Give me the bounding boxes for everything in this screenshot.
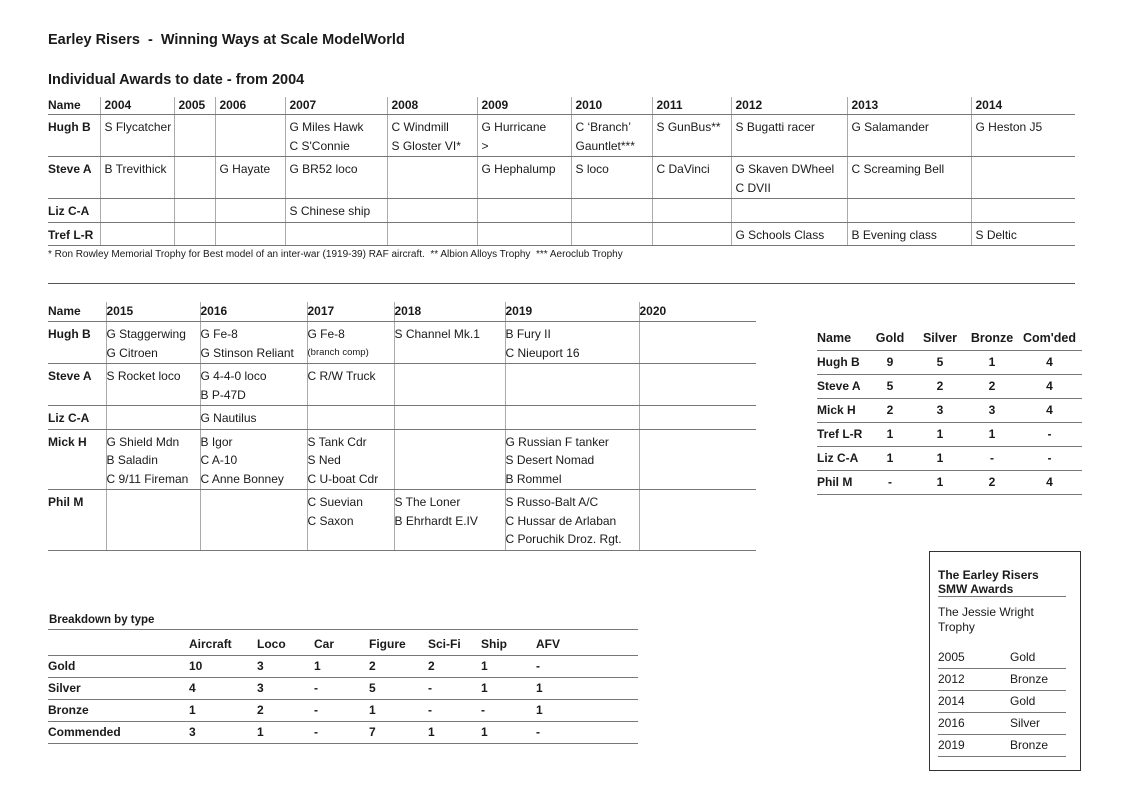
- award-entry: >: [481, 138, 489, 153]
- award-cell: [731, 115, 847, 157]
- value-cell: 4: [1017, 351, 1082, 375]
- award-entry: S Gloster VI*: [391, 138, 461, 153]
- award-cell: [387, 157, 477, 199]
- footnote: * Ron Rowley Memorial Trophy for Best model of an inter-war (1919-39) RAF aircraft. ** Albion Alloys Trophy *** Aeroclub Trophy: [48, 249, 623, 260]
- award-cell: [106, 429, 200, 490]
- column-header: [48, 634, 189, 656]
- value-cell: 1: [536, 700, 638, 722]
- value-cell: 1: [189, 700, 257, 722]
- table-row: [48, 429, 756, 490]
- value-cell: 9: [867, 351, 913, 375]
- award-cell: [307, 429, 394, 490]
- award-entry: Gauntlet***: [575, 138, 635, 153]
- award-cell: [394, 490, 505, 551]
- value-cell: 2: [369, 656, 428, 678]
- award-cell: [307, 364, 394, 406]
- value-cell: -: [314, 700, 369, 722]
- award-entry: S Russo-Balt A/C: [505, 495, 599, 509]
- row-name: Hugh B: [48, 115, 100, 157]
- award-cell: [285, 115, 387, 157]
- row-label: Tref L-R: [817, 423, 867, 447]
- value-cell: 1: [913, 471, 967, 495]
- value-cell: 2: [257, 700, 314, 722]
- table-row: [48, 222, 1075, 246]
- award-cell: [639, 364, 756, 406]
- award-entry: G Miles Hawk: [289, 120, 364, 134]
- award-cell: [477, 199, 571, 223]
- breakdown-title: Breakdown by type: [49, 614, 155, 626]
- award-cell: [100, 199, 174, 223]
- award-entry: G Hephalump: [481, 162, 556, 176]
- row-label: Silver: [48, 678, 189, 700]
- award-cell: [100, 115, 174, 157]
- table-row: [48, 678, 638, 700]
- row-label: 2014: [938, 691, 1010, 713]
- award-cell: [307, 322, 394, 364]
- value-cell: -: [867, 471, 913, 495]
- award-cell: [571, 115, 652, 157]
- column-header-2006: 2006: [215, 97, 285, 115]
- column-header-2018: 2018: [394, 302, 505, 322]
- award-entry: G Russian F tanker: [505, 434, 609, 449]
- table-row: [938, 691, 1066, 713]
- value-cell: 1: [967, 423, 1017, 447]
- award-entry: C Screaming Bell: [851, 162, 945, 176]
- award-cell: [174, 222, 215, 246]
- award-cell: [200, 429, 307, 490]
- value-cell: 5: [369, 678, 428, 700]
- award-entry: B Trevithick: [104, 162, 167, 176]
- award-entry: C Nieuport 16: [505, 345, 580, 360]
- column-header-2015: 2015: [106, 302, 200, 322]
- award-entry: C ‘Branch’: [575, 120, 631, 134]
- award-cell: [174, 157, 215, 199]
- award-cell: [652, 157, 731, 199]
- column-header: Ship: [481, 634, 536, 656]
- award-entry: G Fe-8: [307, 327, 345, 341]
- award-entry: C S'Connie: [289, 138, 350, 153]
- section-title-individual-awards: Individual Awards to date - from 2004: [48, 72, 305, 88]
- page-title: Earley Risers - Winning Ways at Scale ModelWorld: [48, 32, 405, 48]
- value-cell: 3: [257, 678, 314, 700]
- row-label: 2005: [938, 647, 1010, 669]
- column-header: Name: [817, 327, 867, 351]
- award-cell: [387, 115, 477, 157]
- value-cell: 1: [257, 722, 314, 744]
- value-cell: 4: [189, 678, 257, 700]
- row-label: Gold: [48, 656, 189, 678]
- column-header-2007: 2007: [285, 97, 387, 115]
- award-entry: S Deltic: [975, 227, 1017, 242]
- award-entry: B Evening class: [851, 227, 937, 242]
- award-entry: G Hurricane: [481, 120, 547, 134]
- row-name: Steve A: [48, 157, 100, 199]
- value-cell: -: [428, 678, 481, 700]
- award-cell: [652, 222, 731, 246]
- award-cell: [174, 115, 215, 157]
- award-cell: [215, 222, 285, 246]
- award-entry: C R/W Truck: [307, 369, 376, 383]
- award-cell: [174, 199, 215, 223]
- breakdown-by-type-table: [48, 634, 638, 744]
- award-cell: [505, 322, 639, 364]
- award-cell: [847, 115, 971, 157]
- award-entry: S loco: [575, 162, 609, 176]
- value-cell: 5: [867, 375, 913, 399]
- table-row: [48, 199, 1075, 223]
- award-cell: [106, 322, 200, 364]
- award-cell: [200, 490, 307, 551]
- award-cell: [100, 222, 174, 246]
- value-cell: -: [481, 700, 536, 722]
- column-header: Figure: [369, 634, 428, 656]
- row-label: 2012: [938, 669, 1010, 691]
- row-label: Mick H: [817, 399, 867, 423]
- value-cell: 1: [867, 423, 913, 447]
- award-entry: S Bugatti racer: [735, 120, 815, 134]
- value-cell: 1: [314, 656, 369, 678]
- table-row: [938, 647, 1066, 669]
- table-row: [938, 713, 1066, 735]
- table-row: [938, 669, 1066, 691]
- value-cell: 1: [913, 423, 967, 447]
- award-cell: [847, 157, 971, 199]
- column-header: Loco: [257, 634, 314, 656]
- award-cell: [200, 406, 307, 430]
- award-cell: [639, 490, 756, 551]
- table-row: [817, 375, 1082, 399]
- award-entry: G Nautilus: [200, 411, 257, 425]
- award-entry: G Heston J5: [975, 120, 1043, 134]
- table-row: [938, 735, 1066, 757]
- value-cell: 3: [257, 656, 314, 678]
- row-label: 2016: [938, 713, 1010, 735]
- award-entry: C 9/11 Fireman: [106, 471, 189, 486]
- table-row: [48, 157, 1075, 199]
- value-cell: Gold: [1010, 691, 1066, 713]
- column-header-2004: 2004: [100, 97, 174, 115]
- value-cell: 2: [913, 375, 967, 399]
- value-cell: -: [1017, 423, 1082, 447]
- award-cell: [505, 364, 639, 406]
- award-cell: [394, 429, 505, 490]
- column-header-2019: 2019: [505, 302, 639, 322]
- awards-table-2015-2020: [48, 302, 756, 551]
- divider: [48, 283, 1075, 284]
- row-name: Liz C-A: [48, 406, 106, 430]
- value-cell: 1: [369, 700, 428, 722]
- value-cell: 1: [481, 678, 536, 700]
- award-cell: [285, 157, 387, 199]
- value-cell: 1: [913, 447, 967, 471]
- table-row: [48, 656, 638, 678]
- award-cell: [215, 157, 285, 199]
- award-entry: C DaVinci: [656, 162, 710, 176]
- trophy-box-subtitle: The Jessie Wright Trophy: [938, 605, 1034, 634]
- value-cell: 7: [369, 722, 428, 744]
- award-entry: B Ehrhardt E.IV: [394, 513, 478, 528]
- value-cell: 1: [967, 351, 1017, 375]
- award-cell: [731, 199, 847, 223]
- column-header-2008: 2008: [387, 97, 477, 115]
- value-cell: 1: [481, 722, 536, 744]
- row-label: Hugh B: [817, 351, 867, 375]
- award-entry: G Fe-8: [200, 327, 238, 341]
- award-entry: S Tank Cdr: [307, 434, 367, 449]
- award-cell: [971, 199, 1075, 223]
- award-entry: C Poruchik Droz. Rgt.: [505, 532, 622, 546]
- column-header: AFV: [536, 634, 638, 656]
- award-entry: B Rommel: [505, 471, 562, 486]
- award-entry: S Channel Mk.1: [394, 327, 480, 341]
- award-cell: [387, 222, 477, 246]
- table-row: [817, 351, 1082, 375]
- award-entry: G Salamander: [851, 120, 929, 134]
- award-entry: (branch comp): [307, 346, 369, 358]
- award-cell: [731, 157, 847, 199]
- table-row: [48, 490, 756, 551]
- award-entry: S The Loner: [394, 495, 461, 509]
- value-cell: 5: [913, 351, 967, 375]
- value-cell: 4: [1017, 375, 1082, 399]
- award-cell: [971, 115, 1075, 157]
- column-header-2010: 2010: [571, 97, 652, 115]
- award-cell: [731, 222, 847, 246]
- award-cell: [285, 222, 387, 246]
- award-entry: G Staggerwing: [106, 327, 186, 341]
- row-label: 2019: [938, 735, 1010, 757]
- award-cell: [639, 322, 756, 364]
- value-cell: 4: [1017, 471, 1082, 495]
- table-row: [48, 722, 638, 744]
- award-cell: [652, 115, 731, 157]
- column-header-2005: 2005: [174, 97, 215, 115]
- award-cell: [571, 199, 652, 223]
- award-entry: G BR52 loco: [289, 162, 358, 176]
- award-entry: S Ned: [307, 453, 341, 467]
- table-row: [48, 115, 1075, 157]
- row-name: Mick H: [48, 429, 106, 490]
- award-cell: [285, 199, 387, 223]
- value-cell: -: [428, 700, 481, 722]
- value-cell: Bronze: [1010, 669, 1066, 691]
- award-cell: [387, 199, 477, 223]
- value-cell: 1: [481, 656, 536, 678]
- value-cell: 3: [967, 399, 1017, 423]
- value-cell: 10: [189, 656, 257, 678]
- value-cell: 1: [867, 447, 913, 471]
- award-entry: B P-47D: [200, 387, 246, 402]
- award-cell: [505, 429, 639, 490]
- award-entry: B Fury II: [505, 327, 551, 341]
- column-header-2020: 2020: [639, 302, 756, 322]
- column-header-2014: 2014: [971, 97, 1075, 115]
- row-label: Phil M: [817, 471, 867, 495]
- award-entry: S Chinese ship: [289, 204, 371, 218]
- column-header: Silver: [913, 327, 967, 351]
- table-row: [48, 700, 638, 722]
- award-entry: C Saxon: [307, 513, 354, 528]
- value-cell: 2: [428, 656, 481, 678]
- award-entry: C Anne Bonney: [200, 471, 284, 486]
- value-cell: -: [536, 656, 638, 678]
- value-cell: Silver: [1010, 713, 1066, 735]
- value-cell: 2: [967, 375, 1017, 399]
- award-entry: G Skaven DWheel: [735, 162, 835, 176]
- award-cell: [639, 429, 756, 490]
- table-row: [817, 423, 1082, 447]
- award-cell: [571, 222, 652, 246]
- award-cell: [215, 199, 285, 223]
- table-row: [817, 471, 1082, 495]
- value-cell: 1: [536, 678, 638, 700]
- column-header-2009: 2009: [477, 97, 571, 115]
- row-name: Tref L-R: [48, 222, 100, 246]
- value-cell: -: [967, 447, 1017, 471]
- award-cell: [200, 364, 307, 406]
- trophy-years-table: [938, 647, 1066, 757]
- award-entry: G Citroen: [106, 345, 158, 360]
- row-label: Liz C-A: [817, 447, 867, 471]
- award-entry: C DVII: [735, 180, 771, 195]
- award-entry: S Rocket loco: [106, 369, 181, 383]
- value-cell: 2: [967, 471, 1017, 495]
- award-entry: C Suevian: [307, 495, 363, 509]
- column-header-2017: 2017: [307, 302, 394, 322]
- award-cell: [571, 157, 652, 199]
- table-row: [48, 406, 756, 430]
- award-entry: G Shield Mdn: [106, 434, 180, 449]
- award-cell: [477, 157, 571, 199]
- award-cell: [394, 364, 505, 406]
- row-name: Hugh B: [48, 322, 106, 364]
- value-cell: 3: [189, 722, 257, 744]
- breakdown-rule: [48, 629, 638, 630]
- award-entry: C A-10: [200, 453, 238, 467]
- award-cell: [106, 406, 200, 430]
- award-cell: [394, 322, 505, 364]
- column-header-name: Name: [48, 302, 106, 322]
- award-entry: C Windmill: [391, 120, 449, 134]
- award-entry: G Schools Class: [735, 227, 825, 242]
- award-cell: [307, 406, 394, 430]
- value-cell: -: [314, 722, 369, 744]
- award-cell: [847, 222, 971, 246]
- award-cell: [971, 222, 1075, 246]
- column-header-name: Name: [48, 97, 100, 115]
- awards-table-2004-2014: [48, 97, 1075, 246]
- medal-summary-table: [817, 327, 1082, 495]
- column-header-2011: 2011: [652, 97, 731, 115]
- award-cell: [639, 406, 756, 430]
- award-entry: S GunBus**: [656, 120, 721, 134]
- column-header: Sci-Fi: [428, 634, 481, 656]
- award-entry: S Desert Nomad: [505, 453, 595, 467]
- row-name: Phil M: [48, 490, 106, 551]
- column-header-2012: 2012: [731, 97, 847, 115]
- award-entry: B Igor: [200, 434, 233, 449]
- table-row: [817, 447, 1082, 471]
- value-cell: -: [536, 722, 638, 744]
- award-cell: [652, 199, 731, 223]
- value-cell: Bronze: [1010, 735, 1066, 757]
- award-cell: [505, 406, 639, 430]
- row-label: Steve A: [817, 375, 867, 399]
- award-cell: [215, 115, 285, 157]
- award-cell: [307, 490, 394, 551]
- value-cell: 3: [913, 399, 967, 423]
- table-row: [48, 322, 756, 364]
- trophy-box-title: The Earley Risers SMW Awards: [938, 568, 1039, 596]
- award-cell: [847, 199, 971, 223]
- table-row: [817, 399, 1082, 423]
- row-name: Liz C-A: [48, 199, 100, 223]
- award-entry: G Hayate: [219, 162, 271, 176]
- award-cell: [106, 490, 200, 551]
- value-cell: -: [314, 678, 369, 700]
- award-cell: [477, 115, 571, 157]
- award-cell: [106, 364, 200, 406]
- column-header-2013: 2013: [847, 97, 971, 115]
- row-label: Commended: [48, 722, 189, 744]
- row-name: Steve A: [48, 364, 106, 406]
- award-entry: C Hussar de Arlaban: [505, 513, 617, 528]
- award-entry: G Stinson Reliant: [200, 345, 294, 360]
- column-header: Aircraft: [189, 634, 257, 656]
- award-cell: [477, 222, 571, 246]
- row-label: Bronze: [48, 700, 189, 722]
- award-cell: [505, 490, 639, 551]
- column-header: Car: [314, 634, 369, 656]
- value-cell: 4: [1017, 399, 1082, 423]
- award-cell: [200, 322, 307, 364]
- value-cell: -: [1017, 447, 1082, 471]
- award-cell: [971, 157, 1075, 199]
- column-header: Bronze: [967, 327, 1017, 351]
- value-cell: 2: [867, 399, 913, 423]
- column-header: Gold: [867, 327, 913, 351]
- award-cell: [100, 157, 174, 199]
- trophy-title-rule: [938, 596, 1066, 597]
- award-entry: C U-boat Cdr: [307, 471, 379, 486]
- award-entry: G 4-4-0 loco: [200, 369, 267, 383]
- value-cell: Gold: [1010, 647, 1066, 669]
- award-entry: B Saladin: [106, 453, 158, 467]
- column-header: Com'ded: [1017, 327, 1082, 351]
- table-row: [48, 364, 756, 406]
- award-cell: [394, 406, 505, 430]
- award-entry: S Flycatcher: [104, 120, 172, 134]
- value-cell: 1: [428, 722, 481, 744]
- column-header-2016: 2016: [200, 302, 307, 322]
